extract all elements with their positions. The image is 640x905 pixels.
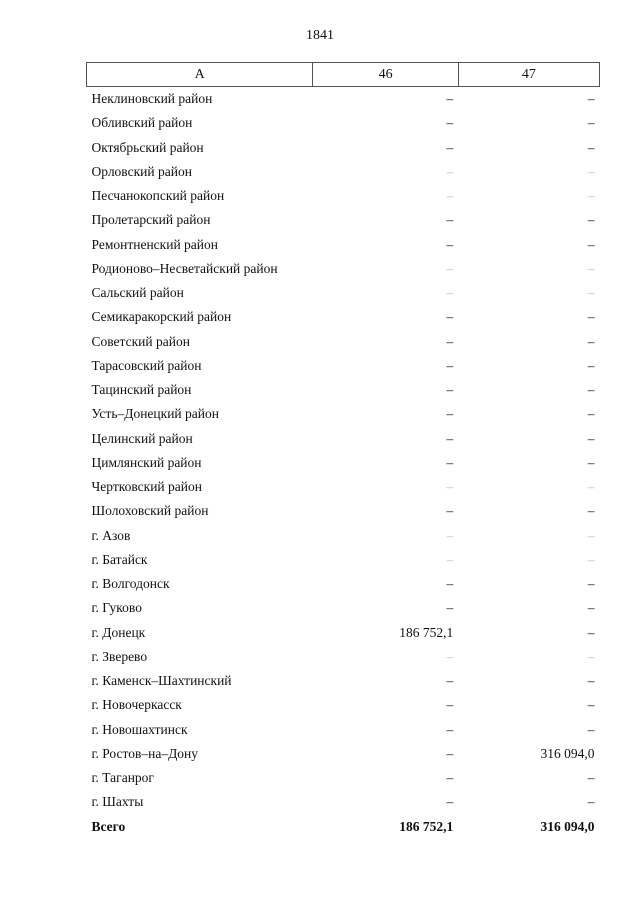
col-47-cell: – (587, 260, 595, 276)
col-47-cell: – (587, 770, 595, 786)
col-47-cell: – (587, 91, 595, 107)
col-46-cell: – (446, 285, 454, 301)
table-row (87, 305, 600, 329)
table-row (87, 596, 600, 620)
table-row (87, 402, 600, 426)
col-46-cell: – (446, 91, 454, 107)
table-body (87, 87, 600, 839)
row-name-cell: г. Батайск (91, 551, 148, 567)
col-46-cell: – (446, 406, 454, 422)
row-name-cell: Обливский район (91, 115, 193, 131)
row-name-cell: Родионово–Несветайский район (91, 260, 278, 276)
row-name-cell: Усть–Донецкий район (91, 406, 219, 422)
col-46-cell: – (446, 770, 454, 786)
total-46: 186 752,1 (399, 818, 454, 834)
table-row (87, 208, 600, 232)
col-46-cell: – (446, 236, 454, 252)
table-row (87, 693, 600, 717)
table-row (87, 354, 600, 378)
col-47-cell: – (587, 697, 595, 713)
table-row (87, 645, 600, 669)
col-47-cell: – (587, 600, 595, 616)
row-name-cell: г. Волгодонск (91, 576, 170, 592)
table-row (87, 233, 600, 257)
col-47-cell: – (587, 163, 595, 179)
row-name-cell: Чертковский район (91, 479, 202, 495)
col-46-cell: – (446, 163, 454, 179)
col-47-cell: – (587, 285, 595, 301)
col-46-cell: – (446, 697, 454, 713)
table-row (87, 257, 600, 281)
row-name-cell: Неклиновский район (91, 91, 213, 107)
row-name-cell: Тарасовский район (91, 357, 202, 373)
row-name-cell: Октябрьский район (91, 139, 204, 155)
page-number: 1841 (306, 28, 334, 43)
col-47-cell: – (587, 454, 595, 470)
col-46-cell: – (446, 648, 454, 664)
row-name-cell: Песчанокопский район (91, 188, 225, 204)
col-47-cell: – (587, 382, 595, 398)
row-name-cell: Семикаракорский район (91, 309, 232, 325)
table-row (87, 499, 600, 523)
col-47-cell: – (587, 673, 595, 689)
col-46-cell: – (446, 382, 454, 398)
col-46-cell: – (446, 721, 454, 737)
table-row (87, 718, 600, 742)
col-47-cell: – (587, 551, 595, 567)
col-46-cell: 186 752,1 (399, 624, 454, 640)
row-name-cell: Сальский район (91, 285, 184, 301)
col-46-cell: – (446, 551, 454, 567)
col-46-cell: – (446, 600, 454, 616)
col-47-cell: – (587, 139, 595, 155)
col-46-cell: – (446, 576, 454, 592)
col-46-cell: – (446, 479, 454, 495)
col-47-cell: – (587, 721, 595, 737)
col-46-cell: – (446, 188, 454, 204)
col-46-cell: – (446, 745, 454, 761)
table-row (87, 330, 600, 354)
row-name-cell: Тацинский район (91, 382, 192, 398)
table-row (87, 524, 600, 548)
row-name-cell: Ремонтненский район (91, 236, 218, 252)
col-47-cell: – (587, 188, 595, 204)
col-47-cell: – (587, 236, 595, 252)
table-row (87, 184, 600, 208)
col-46-cell: – (446, 357, 454, 373)
table-row (87, 572, 600, 596)
row-name-cell: г. Новошахтинск (91, 721, 188, 737)
col-46-cell: – (446, 139, 454, 155)
col-47-cell: – (587, 648, 595, 664)
table-header-row (87, 63, 600, 87)
table-row (87, 160, 600, 184)
column-header-46: 46 (313, 63, 458, 87)
total-row (87, 815, 600, 839)
col-47-cell: – (587, 333, 595, 349)
row-name-cell: Пролетарский район (91, 212, 211, 228)
col-47-cell: – (587, 115, 595, 131)
row-name-cell: Цимлянский район (91, 454, 202, 470)
row-name-cell: г. Зверево (91, 648, 148, 664)
row-name-cell: Орловский район (91, 163, 192, 179)
data-table (86, 62, 600, 839)
col-46-cell: – (446, 794, 454, 810)
table-row (87, 451, 600, 475)
col-46-cell: – (446, 430, 454, 446)
total-label: Всего (91, 818, 126, 834)
row-name-cell: г. Каменск–Шахтинский (91, 673, 232, 689)
col-47-cell: – (587, 576, 595, 592)
col-46-cell: – (446, 454, 454, 470)
row-name-cell: г. Донецк (91, 624, 146, 640)
column-header-47: 47 (458, 63, 599, 87)
col-47-cell: 316 094,0 (540, 745, 595, 761)
table-row (87, 548, 600, 572)
table-row (87, 790, 600, 814)
row-name-cell: Целинский район (91, 430, 193, 446)
col-46-cell: – (446, 673, 454, 689)
col-47-cell: – (587, 503, 595, 519)
table-row (87, 87, 600, 112)
row-name-cell: г. Гуково (91, 600, 142, 616)
row-name-cell: г. Ростов–на–Дону (91, 745, 199, 761)
row-name-cell: г. Новочеркасск (91, 697, 182, 713)
table-row (87, 475, 600, 499)
table-row (87, 281, 600, 305)
col-47-cell: – (587, 212, 595, 228)
table-row (87, 111, 600, 135)
table-row (87, 427, 600, 451)
col-46-cell: – (446, 333, 454, 349)
table-row (87, 669, 600, 693)
table-row (87, 766, 600, 790)
total-47: 316 094,0 (540, 818, 595, 834)
table-row (87, 621, 600, 645)
col-46-cell: – (446, 260, 454, 276)
row-name-cell: г. Шахты (91, 794, 144, 810)
table-row (87, 136, 600, 160)
col-47-cell: – (587, 309, 595, 325)
col-47-cell: – (587, 624, 595, 640)
col-46-cell: – (446, 115, 454, 131)
row-name-cell: г. Таганрог (91, 770, 154, 786)
row-name-cell: Советский район (91, 333, 190, 349)
col-47-cell: – (587, 430, 595, 446)
col-47-cell: – (587, 406, 595, 422)
col-47-cell: – (587, 527, 595, 543)
table-row (87, 742, 600, 766)
col-47-cell: – (587, 357, 595, 373)
col-46-cell: – (446, 527, 454, 543)
col-47-cell: – (587, 479, 595, 495)
col-46-cell: – (446, 309, 454, 325)
col-46-cell: – (446, 212, 454, 228)
column-header-a: А (87, 63, 313, 87)
row-name-cell: Шолоховский район (91, 503, 209, 519)
row-name-cell: г. Азов (91, 527, 131, 543)
table-row (87, 378, 600, 402)
col-46-cell: – (446, 503, 454, 519)
col-47-cell: – (587, 794, 595, 810)
